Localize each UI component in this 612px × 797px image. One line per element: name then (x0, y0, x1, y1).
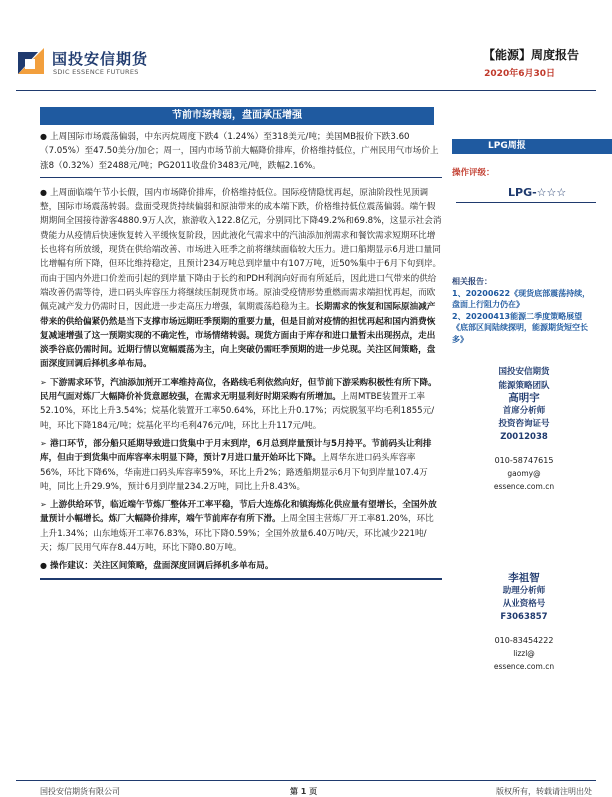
page-number: 第 1 页 (290, 787, 318, 796)
report-category-tab: LPG周报 (452, 139, 612, 154)
company-name-en: SDIC ESSENCE FUTURES (53, 68, 139, 76)
analyst-cert-label: 投资咨询证号 (498, 419, 550, 429)
section-divider (40, 177, 442, 178)
analysis-conclusion: 长期需求的恢复和国际原油减产带来的供给偏紧仍然是当下支撑市场远期旺季预期的重要力量，但是目前对疫情的担忧再起和国内消费恢复减速增强了这一预期实现的不确定性，市场情绪转弱。现货方面由于库存和进口量暂未出现拐点，走出淡季谷底仍需时间。近期行情以宽幅震荡为主，向上突破仍需旺季预期的进一步兑现。关注区间策略，盘面深度回调后择机多单布局。 (40, 302, 436, 370)
team-company: 国投安信期货 (498, 367, 550, 377)
bullet-icon: ● (40, 561, 47, 571)
team-name: 能源策略团队 (498, 380, 550, 391)
analyst-email-domain[interactable]: essence.com.cn (493, 662, 555, 671)
point-upstream-text: 上周全国主营炼厂开工率81.20%，环比上升1.34%；山东地炼开工率76.83%，环比下降0.59%；全国外放量6.40万吨/天，环比减少221吨/天；炼厂民用气库存8.44万吨，环比下降0.80万吨。 (40, 514, 434, 554)
analyst-name: 李祖智 (508, 572, 540, 584)
body-bottom-divider (40, 578, 442, 580)
rating-divider (456, 202, 596, 203)
related-report-link[interactable]: 2、20200413能源二季度策略展望《底部区间陆续探明，能源期货短空长多》 (452, 311, 588, 344)
arrow-bullet-icon: ➢ (40, 438, 47, 448)
company-name: 国投安信期货 (52, 50, 149, 68)
related-reports-title: 相关报告： (452, 277, 492, 286)
point-upstream (40, 498, 442, 555)
main-body (40, 130, 442, 580)
header-divider (16, 90, 596, 91)
report-title: 节前市场转弱，盘面承压增强 (40, 107, 434, 125)
report-type: 【能源】周度报告 (482, 48, 579, 62)
advice-paragraph (40, 559, 442, 573)
research-team (452, 366, 596, 393)
point-port-text: 上周华东进口码头库容率56%，环比下降6%，华南进口码头库容率59%，环比上升2%；路透船期显示6月下旬到岸量107.4万吨，同比上升29.9%，预计6月到岸量234.2万吨，同比上升8.43%。 (40, 453, 428, 492)
analyst-email[interactable]: lizzl@ (513, 649, 535, 658)
analysis-paragraph (40, 186, 442, 372)
summary-paragraph (40, 130, 442, 173)
point-downstream-bold: 下游需求环节，汽油添加剂开工率维持高位，各路线毛利依然向好，但节前下游采购积极性有所下降。民用气面对炼厂大幅降价补货意愿较强，在需求无明显利好时期采购有所增加。 (40, 377, 437, 403)
analysis-text: 上周面临端午节小长假，国内市场降价排库，价格维持低位。国际疫情隐忧再起，原油阶段性见顶调整，国际市场震荡转弱。盘面受现货持续偏弱和原油带来的成本端下跌，价格维持低位震荡偏弱。端午假期期间全国接待游客4880.9万人次，旅游收入122.8亿元，分别同比下降49.2%和69.8%，这显示社会消费能力从疫情后快速恢复转入平缓恢复阶段，因此液化气需求中的汽油添加剂需求和餐饮需求短期环比增长也将有所放缓，现货在供给端改善、市场进入旺季之前将继续面临较大压力。进口船期显示6月进口量同比增幅有所下降，但环比维持稳定，且预计234万吨总到岸量中有107万吨，近50%集中于6月下旬到岸。而由于国内外进口价差而引起的到岸量下降由于长约和PDH利润向好而有所延后，因此进口气带来的供给端改善仍需等待，进口码头库容压力将继续压制现货市场。原油受疫情形势重燃而需求端担忧再起，而欧佩克减产发力仍需时日，因此进一步走高压力增强，氧期震荡趋稳为主。 (40, 187, 442, 313)
analyst-phone: 010-83454222 (494, 636, 554, 645)
footer-company: 国投安信期货有限公司 (40, 787, 120, 796)
related-report-link[interactable]: 1、20200622《现货底部震荡持续，盘面上行阻力仍在》 (452, 288, 591, 309)
related-reports (452, 276, 596, 345)
analyst-title: 首席分析师 (502, 406, 546, 416)
analyst-cert-label: 从业资格号 (502, 599, 546, 609)
analyst-title: 助理分析师 (502, 586, 546, 596)
bullet-icon: ● (40, 132, 47, 141)
analyst-card (452, 572, 596, 673)
analyst-cert-number: F3063857 (500, 612, 548, 622)
point-upstream-bold: 上游供给环节，临近端午节炼厂整体开工率平稳，节后大连炼化和镇海炼化供应量有望增长，全国外放量预计小幅增长。炼厂大幅降价排库，端午节前库存有所下滑。 (40, 500, 437, 525)
bullet-icon: ● (40, 187, 47, 197)
company-logo-icon (16, 46, 46, 76)
advice-text: 关注区间策略，盘面深度回调后择机多单布局。 (92, 561, 274, 572)
advice-label: 操作建议： (50, 561, 93, 572)
footer-divider (16, 780, 596, 781)
copyright-notice: 版权所有，转载请注明出处 (496, 787, 592, 796)
point-downstream-text: 上周MTBE装置开工率52.10%，环比上升3.54%；烷基化装置开工率50.64%，环比上升0.17%；丙烷脱氢平均毛利1855元/吨，环比下降184元/吨；烷基化平均毛利476元/吨，环比上升117元/吨。 (40, 392, 435, 431)
summary-text: 上周国际市场震荡偏弱，中东丙烷周度下跌4（1.24%）至318美元/吨；美国MB报价下跌3.60（7.05%）至47.50美分/加仑；周一，国内市场节前大幅降价排库，价格维持低位，广州民用气市场价上涨8（0.32%）至2488元/吨；PG2011收盘价3483元/吨，跌幅2.16%。 (40, 132, 439, 171)
analyst-card (452, 392, 596, 493)
arrow-bullet-icon: ➢ (40, 377, 47, 387)
rating-value: LPG-☆☆☆ (508, 186, 567, 199)
point-port-bold: 港口环节，部分船只延期导致进口货集中于月末到岸，6月总到岸量预计与5月持平。节前码头让利排库，但由于到货集中而库容率未明显下降，预计7月进口量开始环比下降。 (40, 438, 432, 464)
analyst-email-domain[interactable]: essence.com.cn (493, 482, 555, 491)
point-port (40, 437, 442, 494)
report-date: 2020年6月30日 (484, 69, 555, 79)
analyst-cert-number: Z0012038 (500, 432, 548, 442)
rating-label: 操作评级： (452, 168, 495, 178)
arrow-bullet-icon: ➢ (40, 500, 47, 510)
point-downstream (40, 376, 442, 433)
analyst-phone: 010-58747615 (494, 456, 554, 465)
analyst-name: 高明宇 (508, 392, 540, 404)
analyst-email[interactable]: gaomy@ (507, 469, 541, 478)
